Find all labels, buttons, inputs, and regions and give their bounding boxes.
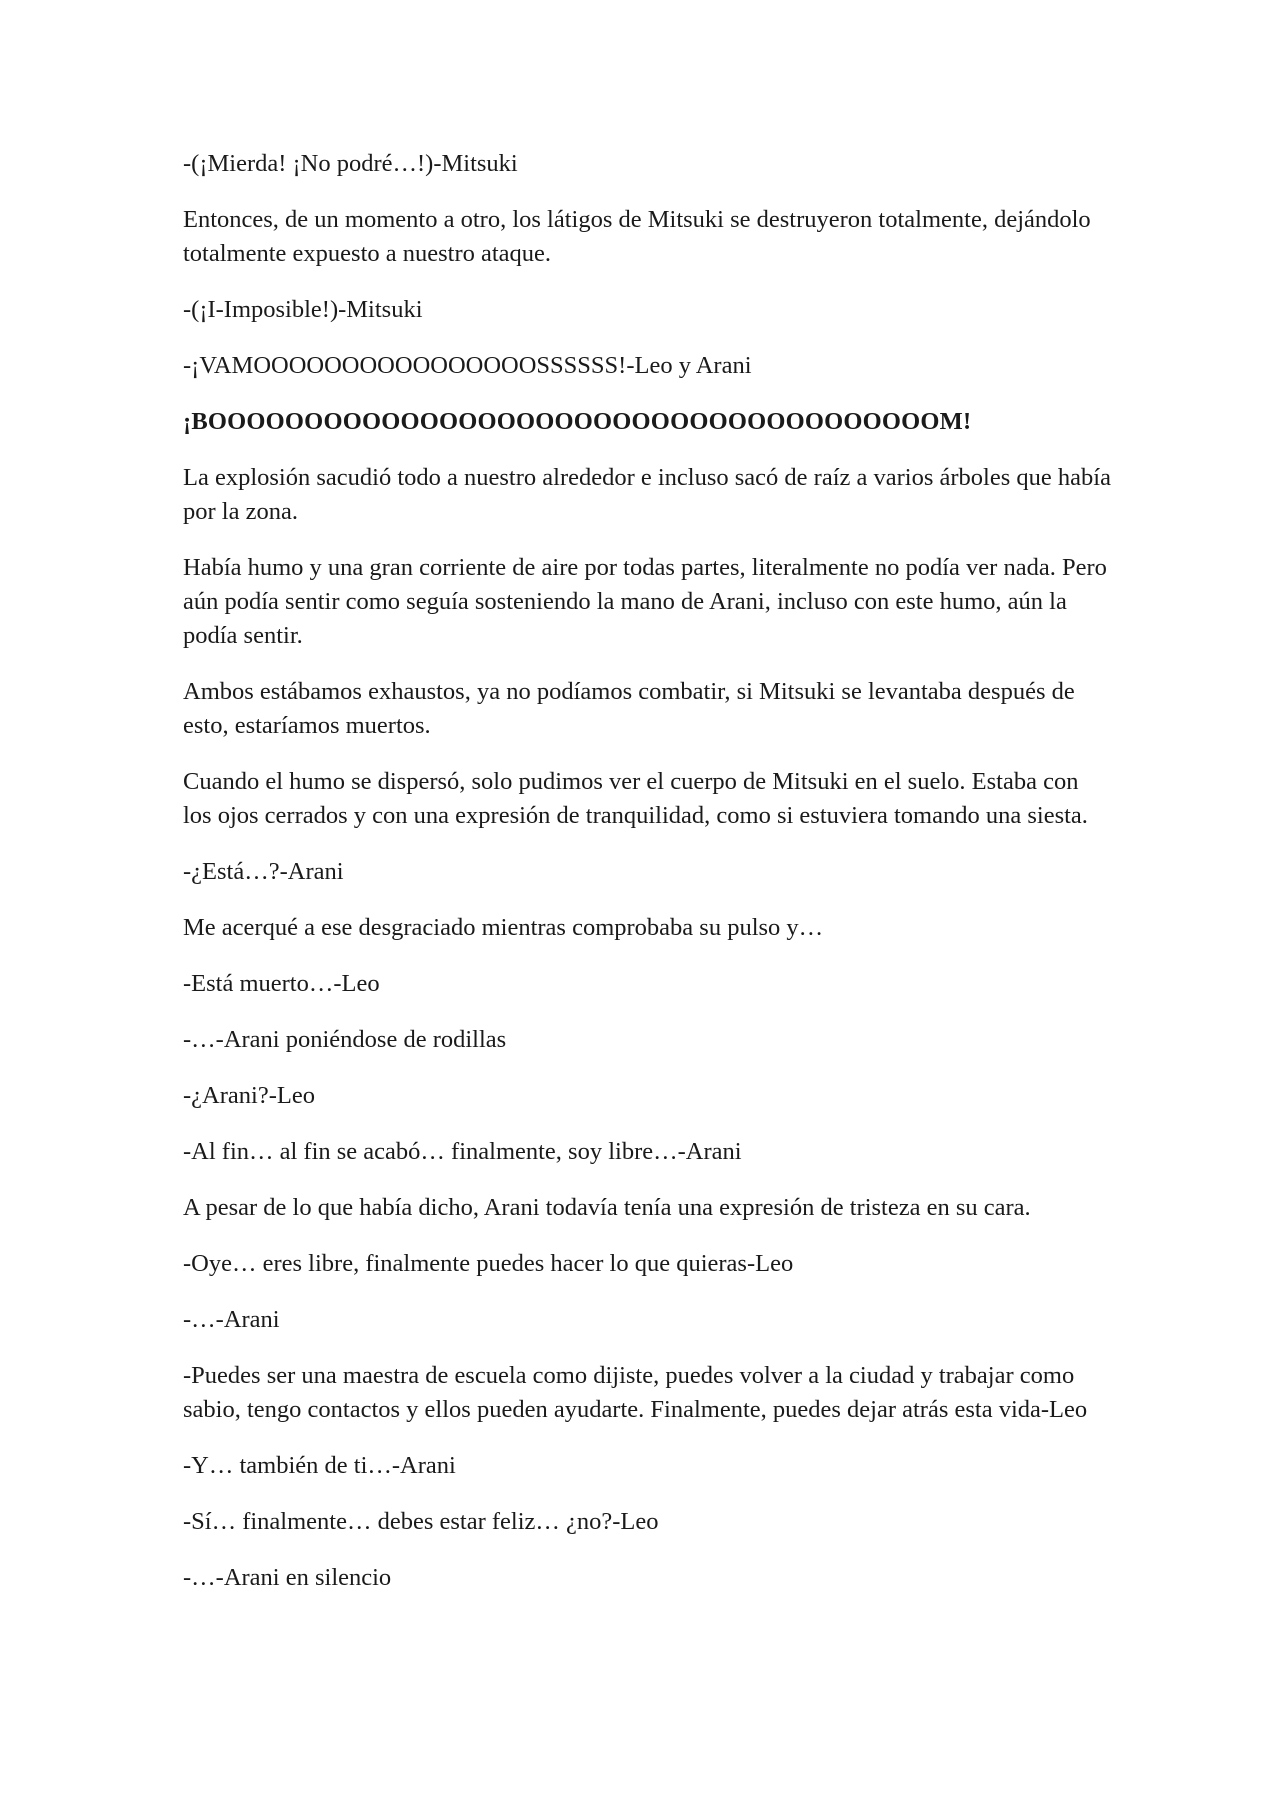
dialogue-line: -Sí… finalmente… debes estar feliz… ¿no?-Leo	[183, 1508, 659, 1535]
narration-paragraph: Había humo y una gran corriente de aire por todas partes, literalmente no podía ver nada. Pero aún podía sentir como seguía sosteniendo la mano de Arani, incluso con este humo, aún la podía sentir.	[183, 554, 1107, 649]
dialogue-line: -Y… también de ti…-Arani	[183, 1452, 456, 1479]
dialogue-line: -…-Arani en silencio	[183, 1564, 392, 1591]
dialogue-line: -¡VAMOOOOOOOOOOOOOOOOSSSSSS!-Leo y Arani	[183, 352, 752, 379]
narration-paragraph: Entonces, de un momento a otro, los látigos de Mitsuki se destruyeron totalmente, dejándolo totalmente expuesto a nuestro ataque.	[183, 206, 1091, 267]
dialogue-line: -…-Arani	[183, 1306, 280, 1333]
dialogue-line: -Está muerto…-Leo	[183, 970, 380, 997]
dialogue-line: -Puedes ser una maestra de escuela como dijiste, puedes volver a la ciudad y trabajar como sabio, tengo contactos y ellos pueden ayudarte. Finalmente, puedes dejar atrás esta vida-Leo	[183, 1362, 1088, 1423]
sound-effect-line: ¡BOOOOOOOOOOOOOOOOOOOOOOOOOOOOOOOOOOOOOOM!	[183, 408, 972, 435]
narration-paragraph: A pesar de lo que había dicho, Arani todavía tenía una expresión de tristeza en su cara.	[183, 1194, 1031, 1221]
dialogue-line: -…-Arani poniéndose de rodillas	[183, 1026, 507, 1053]
dialogue-line: -(¡I-Imposible!)-Mitsuki	[183, 296, 423, 323]
dialogue-line: -Oye… eres libre, finalmente puedes hacer lo que quieras-Leo	[183, 1250, 794, 1277]
narration-paragraph: Cuando el humo se dispersó, solo pudimos ver el cuerpo de Mitsuki en el suelo. Estaba con los ojos cerrados y con una expresión de tranquilidad, como si estuviera tomando una siesta.	[183, 768, 1088, 829]
narration-paragraph: Ambos estábamos exhaustos, ya no podíamos combatir, si Mitsuki se levantaba después de esto, estaríamos muertos.	[183, 678, 1075, 739]
dialogue-line: -Al fin… al fin se acabó… finalmente, soy libre…-Arani	[183, 1138, 742, 1165]
narration-paragraph: Me acerqué a ese desgraciado mientras comprobaba su pulso y…	[183, 914, 824, 941]
dialogue-line: -¿Arani?-Leo	[183, 1082, 315, 1109]
dialogue-line: -(¡Mierda! ¡No podré…!)-Mitsuki	[183, 150, 518, 177]
narration-paragraph: La explosión sacudió todo a nuestro alrededor e incluso sacó de raíz a varios árboles que había por la zona.	[183, 464, 1111, 525]
document-body	[183, 147, 1113, 1617]
dialogue-line: -¿Está…?-Arani	[183, 858, 344, 885]
